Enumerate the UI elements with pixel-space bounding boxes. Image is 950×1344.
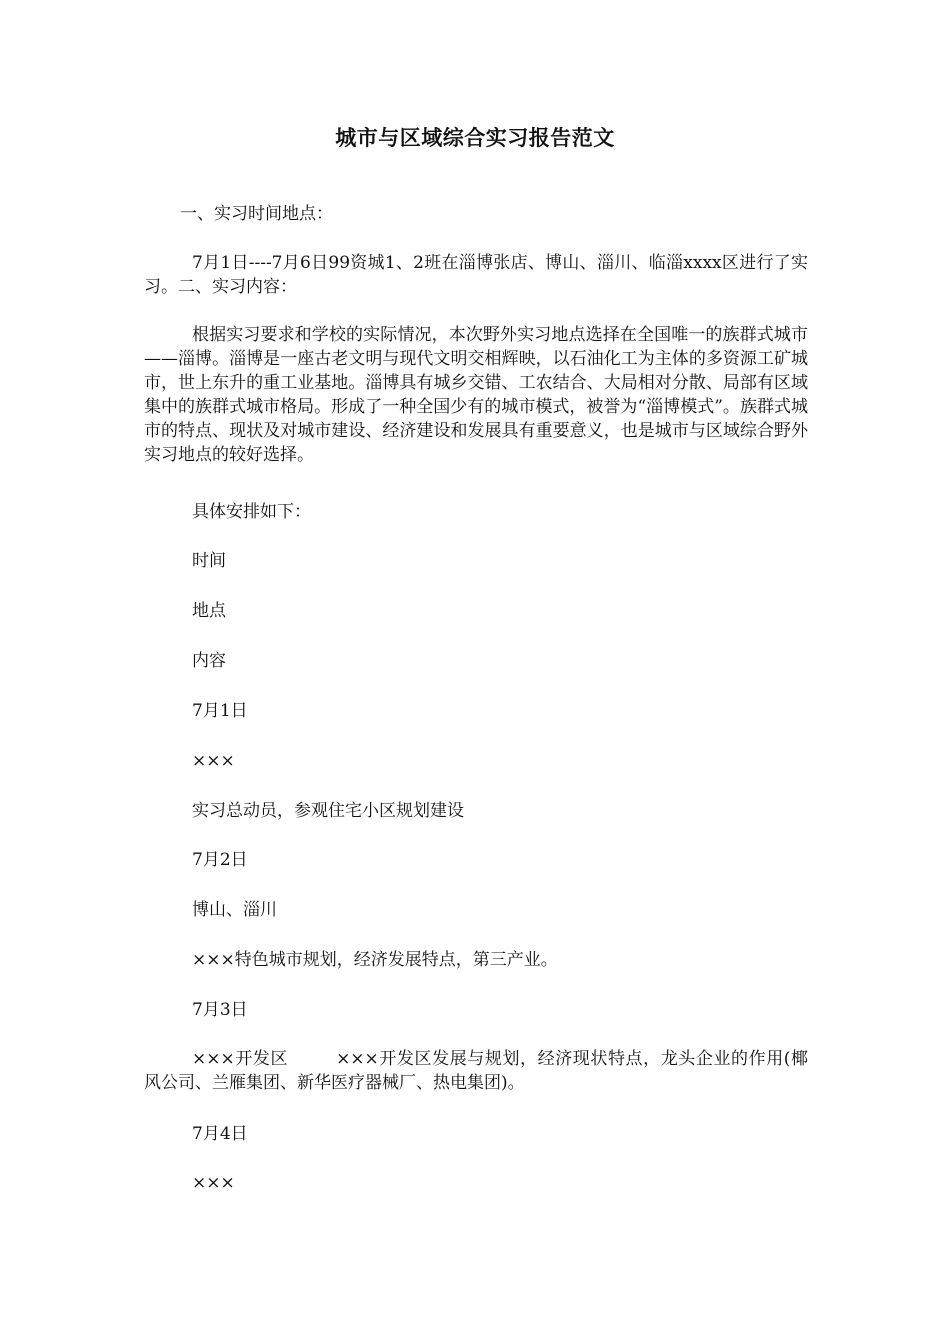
schedule-date: 7月2日 <box>192 850 248 870</box>
schedule-content: 实习总动员，参观住宅小区规划建设 <box>192 801 464 821</box>
schedule-place: ××× <box>192 1173 235 1193</box>
schedule-header-time: 时间 <box>192 551 226 571</box>
schedule-content: ×××开发区发展与规划，经济现状特点，龙头企业的作用(椰风公司、兰雁集团、新华医疗器械厂、热电集团)。 <box>144 1049 808 1093</box>
content-paragraph: 根据实习要求和学校的实际情况，本次野外实习地点选择在全国唯一的族群式城市——淄博。淄博是一座古老文明与现代文明交相辉映，以石油化工为主体的多资源工矿城市，世上东升的重工业基地。淄博具有城乡交错、工农结合、大局相对分散、局部有区域集中的族群式城市格局。形成了一种全国少有的城市模式，被誉为“淄博模式”。族群式城市的特点、现状及对城市建设、经济建设和发展具有重要意义，也是城市与区域综合野外实习地点的较好选择。 <box>144 325 808 465</box>
schedule-date: 7月1日 <box>192 701 248 721</box>
document-title: 城市与区域综合实习报告范文 <box>335 125 615 150</box>
schedule-header-content: 内容 <box>192 651 226 671</box>
schedule-place-content-row <box>144 1047 808 1095</box>
schedule-content: ×××特色城市规划，经济发展特点，第三产业。 <box>192 950 558 970</box>
intro-paragraph: 7月1日----7月6日99资城1、2班在淄博张店、博山、淄川、临淄xxxx区进行了实习。二、实习内容： <box>144 253 808 297</box>
schedule-date: 7月4日 <box>192 1124 248 1144</box>
schedule-place: ×××开发区 <box>192 1049 289 1069</box>
schedule-place: ××× <box>192 751 235 771</box>
section-heading-time-place: 一、实习时间地点： <box>180 204 333 224</box>
schedule-intro: 具体安排如下： <box>192 502 311 522</box>
schedule-place: 博山、淄川 <box>192 900 277 920</box>
schedule-date: 7月3日 <box>192 1000 248 1020</box>
schedule-header-place: 地点 <box>192 601 226 621</box>
